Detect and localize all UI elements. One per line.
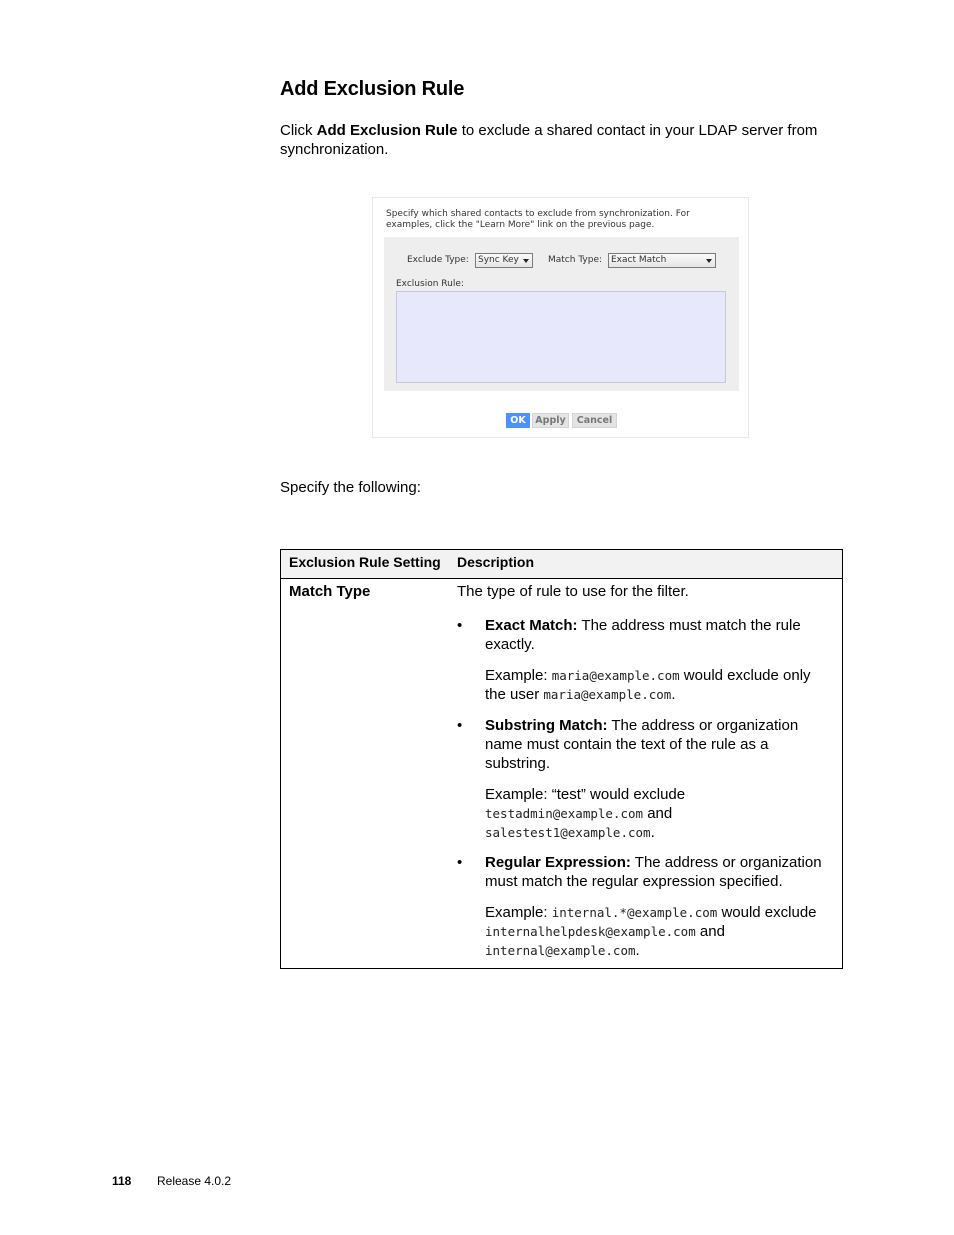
list-item	[485, 716, 835, 773]
example-end: .	[635, 942, 640, 959]
list-item	[485, 616, 835, 654]
settings-table	[280, 549, 843, 969]
setting-name: Match Type	[289, 583, 371, 600]
item-desc: The address must match the rule exactly.	[485, 617, 801, 653]
bullet-icon: •	[457, 717, 463, 734]
chevron-down-icon	[706, 259, 712, 263]
item-desc: The address or organization must match the regular expression specified.	[485, 854, 822, 890]
section-heading: Add Exclusion Rule	[280, 78, 465, 100]
exclude-type-value: Sync Key	[478, 255, 519, 265]
table-header	[281, 550, 842, 579]
chevron-down-icon	[523, 259, 529, 263]
page-number: 118	[112, 1174, 132, 1188]
example-prefix: Example:	[485, 904, 552, 921]
item-example	[485, 666, 835, 704]
apply-button[interactable]: Apply	[532, 413, 569, 428]
ok-button[interactable]: OK	[506, 413, 530, 428]
example-code: maria@example.com	[551, 668, 680, 683]
item-example	[485, 785, 700, 842]
example-end: .	[650, 824, 655, 841]
example-code: testadmin@example.com	[485, 806, 644, 821]
item-term: Regular Expression:	[485, 854, 631, 871]
exclusion-rule-textarea[interactable]	[396, 291, 726, 383]
example-code: internalhelpdesk@example.com	[485, 924, 696, 939]
specify-text: Specify the following:	[280, 479, 421, 496]
example-prefix: Example:	[485, 667, 552, 684]
example-code: internal@example.com	[485, 943, 636, 958]
match-type-select[interactable]	[608, 253, 716, 268]
list-item	[485, 853, 835, 891]
cancel-button[interactable]: Cancel	[572, 413, 617, 428]
intro-prefix: Click	[280, 122, 317, 139]
example-code: internal.*@example.com	[551, 905, 718, 920]
dialog-instructions: Specify which shared contacts to exclude from synchronization. For examples, click the "Learn More" link on the previous page.	[386, 209, 690, 230]
item-desc: The address or organization name must contain the text of the rule as a substring.	[485, 717, 799, 772]
example-code: maria@example.com	[543, 687, 672, 702]
example-mid: would exclude	[717, 904, 817, 921]
item-example	[485, 903, 835, 960]
bullet-icon: •	[457, 617, 463, 634]
example-prefix: Example: “test” would exclude	[485, 786, 686, 803]
example-mid: would exclude only the user	[485, 667, 811, 703]
match-type-label: Match Type:	[548, 255, 603, 265]
exclude-type-label: Exclude Type:	[407, 255, 469, 265]
setting-description	[457, 582, 837, 959]
release-label: Release 4.0.2	[157, 1174, 232, 1188]
intro-paragraph	[280, 121, 850, 159]
match-type-value: Exact Match	[611, 255, 667, 265]
dialog-form-panel	[384, 237, 739, 391]
example-end: .	[671, 686, 676, 703]
example-mid: and	[695, 923, 725, 940]
header-description: Description	[457, 554, 535, 570]
example-mid: and	[643, 805, 673, 822]
exclusion-rule-label: Exclusion Rule:	[396, 279, 464, 289]
description-lead: The type of rule to use for the filter.	[457, 583, 689, 600]
example-code: salestest1@example.com	[485, 825, 651, 840]
item-term: Exact Match:	[485, 617, 578, 634]
bullet-icon: •	[457, 854, 463, 871]
intro-bold: Add Exclusion Rule	[316, 122, 458, 139]
exclude-type-select[interactable]	[475, 253, 533, 268]
item-term: Substring Match:	[485, 717, 608, 734]
header-setting: Exclusion Rule Setting	[289, 554, 441, 570]
intro-suffix: to exclude a shared contact in your LDAP server from synchronization.	[280, 122, 818, 158]
exclusion-rule-dialog	[372, 197, 749, 438]
